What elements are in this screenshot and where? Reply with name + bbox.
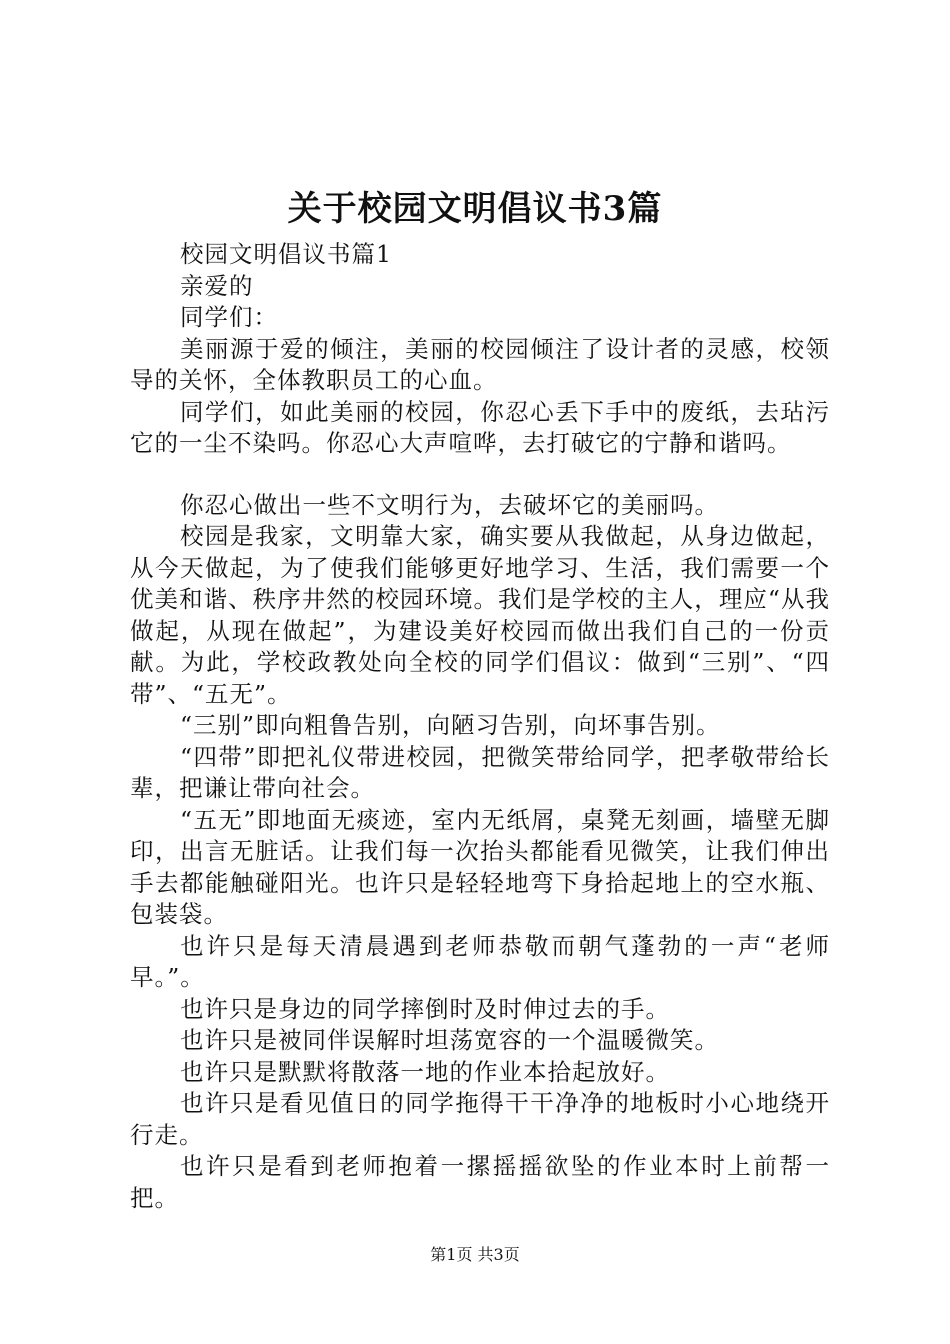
body-paragraph: 也许只是看见值日的同学拖得干干净净的地板时小心地绕开行走。 [130,1089,830,1149]
body-paragraph: 你忍心做出一些不文明行为，去破坏它的美丽吗。 [180,490,719,519]
body-paragraph: 也许只是身边的同学摔倒时及时伸过去的手。 [180,994,670,1023]
body-paragraph: 同学们，如此美丽的校园，你忍心丢下手中的废纸，去玷污它的一尘不染吗。你忍心大声喧哗，去打破它的宁静和谐吗。 [130,397,830,457]
salutation-line-1: 亲爱的 [180,271,254,300]
body-paragraph: “四带”即把礼仪带进校园，把微笑带给同学，把孝敬带给长辈，把谦让带向社会。 [130,742,830,802]
body-paragraph: 也许只是每天清晨遇到老师恭敬而朝气蓬勃的一声“老师早。”。 [130,931,830,991]
section-heading: 校园文明倡议书篇1 [180,240,392,268]
body-paragraph: 校园是我家，文明靠大家，确实要从我做起，从身边做起，从今天做起，为了使我们能够更好地学习、生活，我们需要一个优美和谐、秩序井然的校园环境。我们是学校的主人，理应“从我做起，从现在做起”，为建设美好校园而做出我们自己的一份贡献。为此，学校政教处向全校的同学们倡议：做到“三别”、“四带”、“五无”。 [130,522,830,708]
body-paragraph: “三别”即向粗鲁告别，向陋习告别，向坏事告别。 [180,711,721,739]
body-paragraph: 美丽源于爱的倾注，美丽的校园倾注了设计者的灵感，校领导的关怀，全体教职员工的心血。 [130,334,830,394]
body-paragraph: 也许只是被同伴误解时坦荡宽容的一个温暖微笑。 [180,1026,719,1054]
body-paragraph: 也许只是看到老师抱着一摞摇摇欲坠的作业本时上前帮一把。 [130,1152,830,1212]
body-paragraph: 也许只是默默将散落一地的作业本拾起放好。 [180,1057,670,1086]
salutation-line-2: 同学们： [180,303,278,331]
page-number-footer: 第1页 共3页 [430,1245,520,1264]
document-title: 关于校园文明倡议书3篇 [287,189,663,229]
document-body [130,239,830,1214]
body-paragraph: “五无”即地面无痰迹，室内无纸屑，桌凳无刻画，墙壁无脚印，出言无脏话。让我们每一次抬头都能看见微笑，让我们伸出手去都能触碰阳光。也许只是轻轻地弯下身拾起地上的空水瓶、包装袋。 [130,805,830,928]
